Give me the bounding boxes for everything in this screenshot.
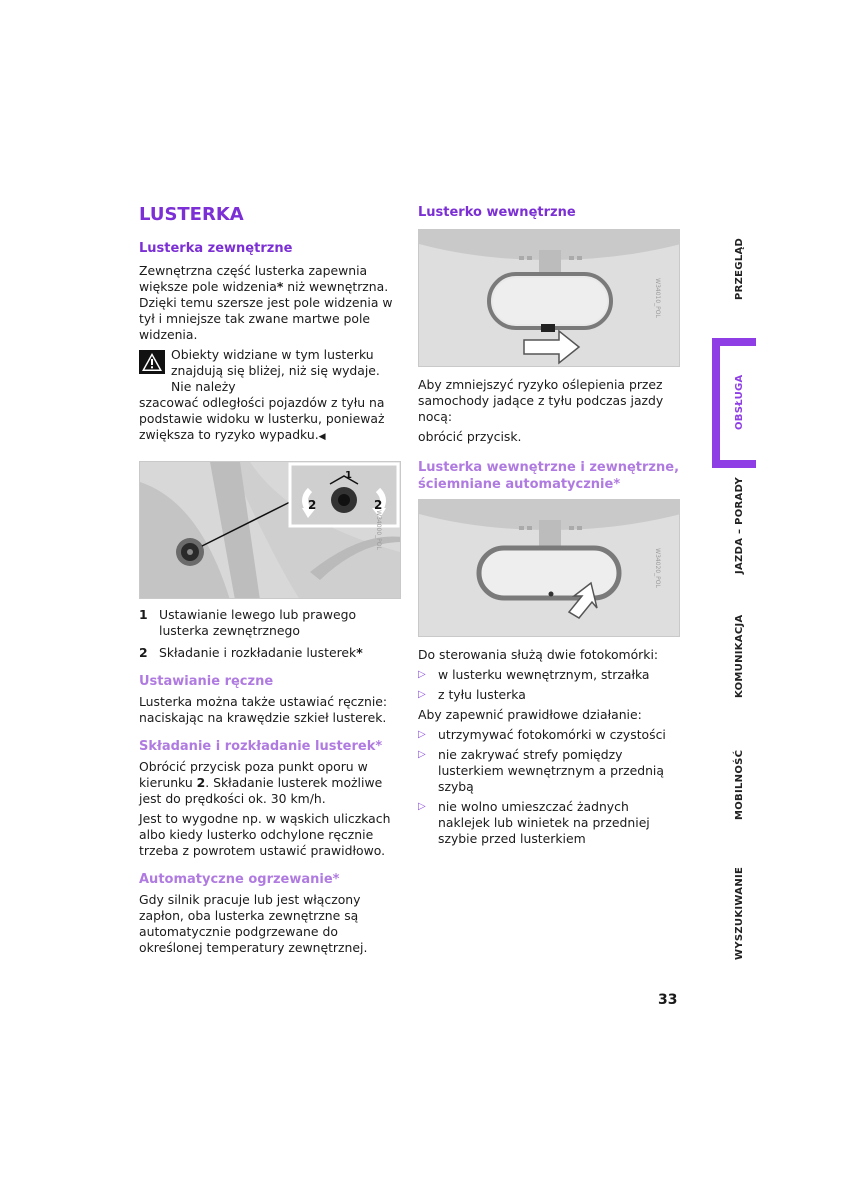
inner-text-1: Aby zmniejszyć ryzyko oślepienia przez samochody jadące z tyłu podczas jazdy nocą: bbox=[418, 377, 664, 424]
photocell-list bbox=[418, 667, 680, 703]
tab-label: WYSZUKIWANIE bbox=[734, 866, 745, 960]
bullet-triangle-icon: ▷ bbox=[418, 689, 426, 700]
chapter-tabs bbox=[712, 200, 772, 1000]
warning-note bbox=[139, 347, 401, 445]
auto-text-2: Aby zapewnić prawidłowe działanie: bbox=[418, 707, 642, 722]
auto-text-1: Do sterowania służą dwie fotokomórki: bbox=[418, 647, 659, 662]
callout-1: 1 bbox=[345, 470, 352, 481]
callout-2-left: 2 bbox=[308, 498, 317, 512]
figure-code: W34000_POL bbox=[375, 510, 383, 550]
warning-text-2: szacować odległości pojazdów z tyłu na podstawie widoku w lusterku, ponieważ zwiększa to ryzyko wypadku. bbox=[139, 395, 385, 442]
optional-star: * bbox=[356, 645, 363, 660]
inner-text-2: obrócić przycisk. bbox=[418, 429, 522, 444]
optional-star: * bbox=[276, 279, 284, 294]
list-text: z tyłu lusterka bbox=[438, 687, 526, 702]
list-number: 2 bbox=[139, 645, 148, 660]
care-list bbox=[418, 727, 680, 847]
figure-mirror-switch bbox=[139, 461, 401, 599]
list-item bbox=[418, 799, 680, 847]
mirror-switch-illustration bbox=[140, 462, 401, 599]
subheading-fold: Składanie i rozkładanie lusterek* bbox=[139, 739, 383, 754]
section-heading-outer-mirrors: Lusterka zewnętrzne bbox=[139, 241, 293, 256]
list-item bbox=[418, 667, 680, 683]
inner-mirror-illustration bbox=[419, 230, 680, 367]
subheading-manual: Ustawianie ręczne bbox=[139, 674, 274, 689]
tab-label: JAZDA – PORADY bbox=[734, 477, 745, 574]
warning-triangle-icon bbox=[139, 350, 165, 374]
bullet-triangle-icon: ▷ bbox=[418, 669, 426, 680]
numbered-list bbox=[139, 607, 401, 661]
list-text: Składanie i rozkładanie lusterek bbox=[159, 645, 357, 660]
fold-text-2: Jest to wygodne np. w wąskich uliczkach albo kiedy lusterko odchylone ręcznie trzeba z powrotem ustawić prawidłowo. bbox=[139, 811, 391, 858]
fold-text-1a: Obrócić przycisk poza punkt oporu w kierunku bbox=[139, 759, 368, 790]
outer-paragraph-part1: Zewnętrzna część lusterka zapewnia większe pole widzenia bbox=[139, 263, 368, 294]
left-column bbox=[139, 200, 401, 960]
list-item bbox=[139, 645, 401, 661]
figure-code: W34010_POL bbox=[654, 278, 662, 318]
manual-text: Lusterka można także ustawiać ręcznie: naciskając na krawędzie szkieł lusterek. bbox=[139, 694, 388, 725]
outer-mirrors-paragraph bbox=[139, 263, 401, 343]
right-column bbox=[418, 200, 680, 851]
tab-label: PRZEGLĄD bbox=[734, 237, 745, 300]
subheading-heating: Automatyczne ogrzewanie* bbox=[139, 872, 340, 887]
page-number: 33 bbox=[658, 992, 678, 1008]
warning-text-2-wrap bbox=[139, 395, 401, 445]
list-item bbox=[418, 747, 680, 795]
bullet-triangle-icon: ▷ bbox=[418, 801, 426, 812]
section-heading-inner-mirror: Lusterko wewnętrzne bbox=[418, 205, 576, 220]
figure-inner-mirror bbox=[418, 229, 680, 367]
callout-2-right: 2 bbox=[374, 498, 383, 512]
list-item bbox=[418, 727, 680, 743]
fold-text-1 bbox=[139, 759, 401, 807]
list-text: nie zakrywać strefy pomiędzy lusterkiem wewnętrznym a przednią szybą bbox=[438, 747, 664, 794]
list-text: utrzymywać fotokomórki w czystości bbox=[438, 727, 666, 742]
tab-label: MOBILNOŚĆ bbox=[734, 749, 745, 820]
figure-auto-dimming-mirror bbox=[418, 499, 680, 637]
auto-dimming-illustration bbox=[419, 500, 680, 637]
heating-text: Gdy silnik pracuje lub jest włączony zapłon, oba lusterka zewnętrzne są automatycznie podgrzewane do określonej temperatury zewnętrznej. bbox=[139, 892, 368, 955]
tab-label: OBSŁUGA bbox=[734, 374, 745, 430]
list-item bbox=[418, 687, 680, 703]
list-item bbox=[139, 607, 401, 639]
list-text: nie wolno umieszczać żadnych naklejek lub winietek na przedniej szybie przed lusterkiem bbox=[438, 799, 650, 846]
figure-code: W34020_POL bbox=[654, 548, 662, 588]
list-number: 1 bbox=[139, 607, 148, 622]
warning-text-1: Obiekty widziane w tym lusterku znajdują się bliżej, niż się wydaje. Nie należy bbox=[171, 347, 380, 394]
list-text: w lusterku wewnętrznym, strzałka bbox=[438, 667, 650, 682]
section-heading-auto-dimming: Lusterka wewnętrzne i zewnętrzne, ściemniane automatycznie* bbox=[418, 460, 680, 492]
bullet-triangle-icon: ▷ bbox=[418, 729, 426, 740]
list-text: Ustawianie lewego lub prawego lusterka zewnętrznego bbox=[159, 607, 357, 638]
page-title: LUSTERKA bbox=[139, 204, 244, 225]
end-mark-icon: ◀ bbox=[318, 432, 326, 442]
fold-direction-number: 2 bbox=[196, 775, 206, 790]
fold-text-1c: . Składanie lusterek możliwe jest do prędkości ok. 30 km/h. bbox=[139, 775, 383, 806]
tab-label: KOMUNIKACJA bbox=[734, 614, 745, 698]
outer-paragraph-part2: niż wewnętrzna. Dzięki temu szersze jest pole widzenia w tył i mniejsze tak zwane martwe pole widzenia. bbox=[139, 279, 393, 342]
bullet-triangle-icon: ▷ bbox=[418, 749, 426, 760]
